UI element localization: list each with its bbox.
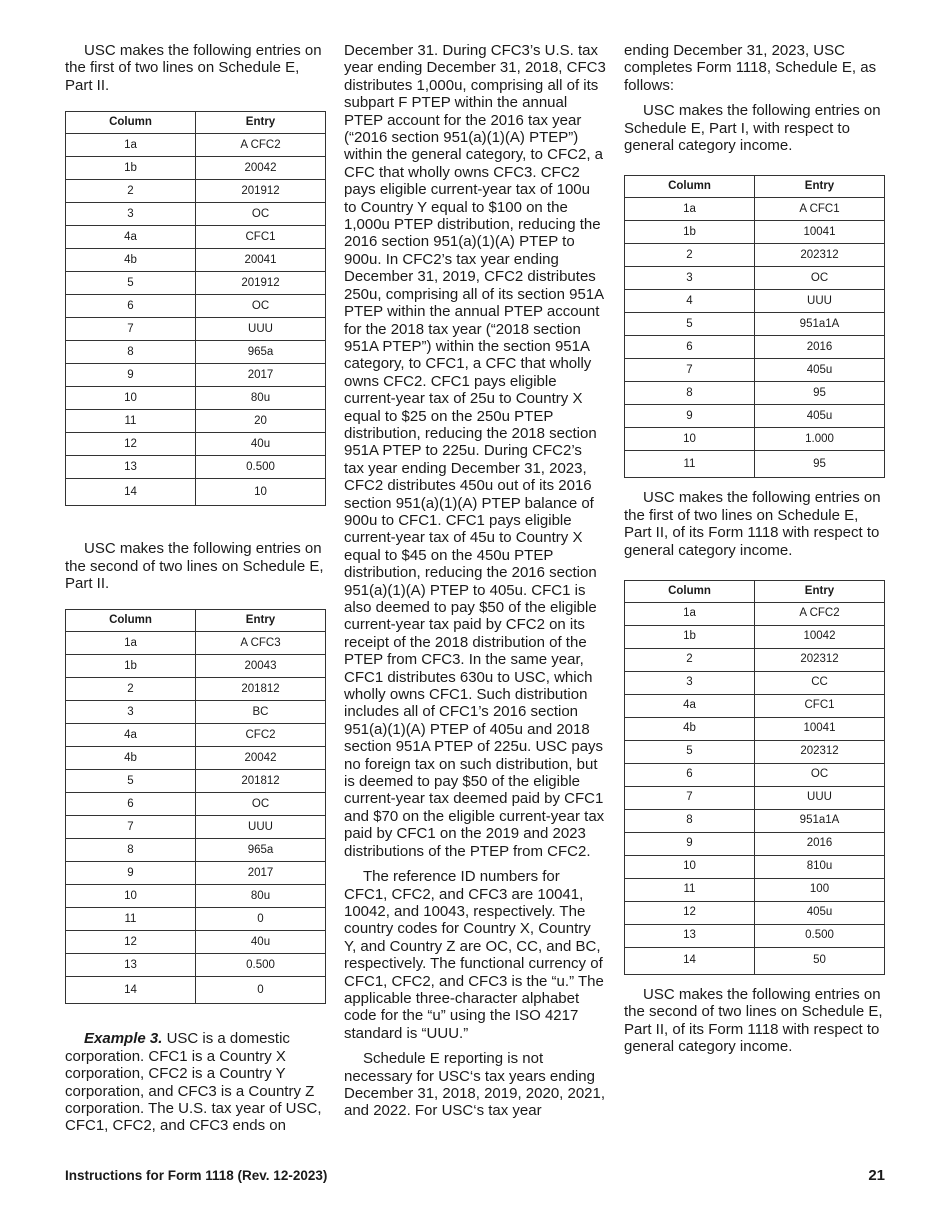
column-cell: 10	[66, 885, 196, 908]
example-3-paragraph	[65, 1030, 327, 1134]
col3-table-1	[624, 175, 885, 478]
column-cell: 12	[625, 902, 755, 925]
table-row	[625, 382, 885, 405]
entry-cell: A CFC2	[755, 603, 885, 626]
column-cell: 3	[625, 672, 755, 695]
table-row	[66, 157, 326, 180]
entry-cell: 965a	[196, 341, 326, 364]
entry-cell: 201912	[196, 180, 326, 203]
column-cell: 9	[625, 833, 755, 856]
table-header-row	[625, 581, 885, 603]
column-cell: 9	[625, 405, 755, 428]
column-cell: 13	[66, 456, 196, 479]
col3-paragraph-1: ending December 31, 2023, USC completes Form 1118, Schedule E, as follows:	[624, 42, 877, 94]
col2-paragraph-3: Schedule E reporting is not necessary for USC‘s tax years ending December 31, 2018, 2019, 2020, 2021, and 2022. For USC‘s tax year	[344, 1050, 606, 1120]
table-row	[66, 678, 326, 701]
entry-cell: 202312	[755, 244, 885, 267]
entry-cell: 201812	[196, 770, 326, 793]
table-row	[66, 180, 326, 203]
column-cell: 5	[625, 313, 755, 336]
entry-cell: 810u	[755, 856, 885, 879]
col1-intro-1: USC makes the following entries on the first of two lines on Schedule E, Part II.	[65, 42, 322, 94]
column-cell: 1b	[625, 626, 755, 649]
table-header-row	[66, 112, 326, 134]
table-row	[625, 948, 885, 975]
table-row	[625, 764, 885, 787]
column-header: Column	[625, 176, 755, 198]
entry-cell: 10041	[755, 221, 885, 244]
column-cell: 4b	[625, 718, 755, 741]
column-cell: 6	[625, 764, 755, 787]
entry-cell: 20041	[196, 249, 326, 272]
entry-cell: 95	[755, 382, 885, 405]
table-row	[66, 908, 326, 931]
entry-cell: OC	[196, 203, 326, 226]
table-row	[625, 810, 885, 833]
table-header-row	[625, 176, 885, 198]
entry-cell: 405u	[755, 902, 885, 925]
table-row	[66, 295, 326, 318]
column-cell: 6	[625, 336, 755, 359]
table-row	[625, 879, 885, 902]
column-cell: 11	[66, 908, 196, 931]
column-cell: 7	[66, 816, 196, 839]
entry-cell: 951a1A	[755, 313, 885, 336]
table-header-row	[66, 610, 326, 632]
entry-cell: CFC1	[196, 226, 326, 249]
column-cell: 6	[66, 295, 196, 318]
column-cell: 3	[625, 267, 755, 290]
column-header: Column	[625, 581, 755, 603]
entry-cell: OC	[755, 267, 885, 290]
entry-cell: 2017	[196, 364, 326, 387]
entry-cell: 40u	[196, 433, 326, 456]
entry-cell: 0.500	[196, 456, 326, 479]
entry-cell: 202312	[755, 741, 885, 764]
entry-cell: 2017	[196, 862, 326, 885]
table-row	[66, 479, 326, 506]
table-row	[625, 741, 885, 764]
table-row	[66, 770, 326, 793]
table-row	[66, 655, 326, 678]
table-row	[625, 856, 885, 879]
column-cell: 10	[625, 428, 755, 451]
table-row	[625, 695, 885, 718]
table-row	[625, 902, 885, 925]
entry-header: Entry	[755, 581, 885, 603]
column-cell: 7	[625, 359, 755, 382]
column-cell: 1a	[66, 632, 196, 655]
column-cell: 5	[66, 272, 196, 295]
col3-paragraph-4: USC makes the following entries on the second of two lines on Schedule E, Part II, of its Form 1118 with respect to general category income.	[624, 986, 883, 1056]
column-cell: 3	[66, 203, 196, 226]
column-cell: 4	[625, 290, 755, 313]
table-row	[66, 387, 326, 410]
table-row	[625, 198, 885, 221]
column-cell: 4a	[66, 226, 196, 249]
table-row	[625, 313, 885, 336]
column-cell: 9	[66, 364, 196, 387]
entry-cell: 10	[196, 479, 326, 506]
table-row	[625, 626, 885, 649]
column-cell: 12	[66, 931, 196, 954]
entry-cell: 201812	[196, 678, 326, 701]
column-cell: 8	[625, 810, 755, 833]
table-row	[66, 203, 326, 226]
table-row	[625, 649, 885, 672]
entry-cell: OC	[196, 793, 326, 816]
table-row	[66, 433, 326, 456]
table-row	[66, 954, 326, 977]
entry-cell: 80u	[196, 387, 326, 410]
table-row	[66, 272, 326, 295]
column-cell: 13	[66, 954, 196, 977]
col1-table-2	[65, 609, 326, 1004]
col3-paragraph-2: USC makes the following entries on Schedule E, Part I, with respect to general category income.	[624, 102, 881, 155]
table-row	[625, 833, 885, 856]
page-number: 21	[868, 1167, 885, 1184]
table-row	[625, 336, 885, 359]
column-cell: 1a	[625, 198, 755, 221]
column-2	[344, 42, 606, 1128]
column-cell: 10	[625, 856, 755, 879]
entry-cell: UUU	[755, 787, 885, 810]
entry-cell: 0	[196, 977, 326, 1004]
entry-cell: 0	[196, 908, 326, 931]
column-cell: 5	[625, 741, 755, 764]
column-cell: 14	[66, 977, 196, 1004]
column-cell: 8	[66, 839, 196, 862]
column-cell: 4b	[66, 747, 196, 770]
entry-cell: 951a1A	[755, 810, 885, 833]
entry-header: Entry	[196, 610, 326, 632]
entry-cell: CFC2	[196, 724, 326, 747]
table-row	[66, 456, 326, 479]
column-cell: 12	[66, 433, 196, 456]
example-text: USC is a domestic corporation. CFC1 is a Country X corporation, CFC2 is a Country Y corporation, and CFC3 is a Country Z corporation. The U.S. tax year of USC, CFC1, CFC2, and CFC3 ends on	[65, 1030, 322, 1135]
table-row	[66, 632, 326, 655]
entry-cell: 20043	[196, 655, 326, 678]
table-row	[625, 451, 885, 478]
column-cell: 4a	[625, 695, 755, 718]
column-cell: 4b	[66, 249, 196, 272]
table-row	[625, 672, 885, 695]
entry-cell: BC	[196, 701, 326, 724]
table-row	[66, 249, 326, 272]
entry-cell: 405u	[755, 359, 885, 382]
entry-cell: 95	[755, 451, 885, 478]
entry-cell: 10042	[755, 626, 885, 649]
table-row	[66, 931, 326, 954]
table-row	[625, 290, 885, 313]
entry-cell: 50	[755, 948, 885, 975]
table-row	[66, 701, 326, 724]
column-cell: 2	[66, 180, 196, 203]
entry-cell: 20042	[196, 157, 326, 180]
entry-cell: UUU	[196, 816, 326, 839]
column-cell: 1a	[625, 603, 755, 626]
column-cell: 1a	[66, 134, 196, 157]
table-row	[66, 816, 326, 839]
column-cell: 9	[66, 862, 196, 885]
entry-cell: 20	[196, 410, 326, 433]
col2-paragraph-2: The reference ID numbers for CFC1, CFC2, and CFC3 are 10041, 10042, and 10043, respectively. The country codes for Country X, Country Y, and Country Z are OC, CC, and BC, respectively. The functional currency of CFC1, CFC2, and CFC3 is the “u.” The applicable three-character alphabet code for the “u” using the ISO 4217 standard is “UUU.”	[344, 868, 604, 1042]
entry-header: Entry	[755, 176, 885, 198]
table-row	[625, 405, 885, 428]
table-row	[625, 428, 885, 451]
column-cell: 11	[66, 410, 196, 433]
table-row	[66, 885, 326, 908]
entry-cell: CC	[755, 672, 885, 695]
column-header: Column	[66, 610, 196, 632]
column-cell: 1b	[66, 655, 196, 678]
table-row	[625, 603, 885, 626]
table-row	[625, 267, 885, 290]
entry-cell: UUU	[196, 318, 326, 341]
table-row	[66, 226, 326, 249]
example-label: Example 3.	[84, 1030, 163, 1048]
column-cell: 11	[625, 451, 755, 478]
table-row	[66, 747, 326, 770]
column-cell: 4a	[66, 724, 196, 747]
entry-cell: 0.500	[196, 954, 326, 977]
col3-paragraph-3: USC makes the following entries on the first of two lines on Schedule E, Part II, of its Form 1118 with respect to general category income.	[624, 489, 881, 559]
entry-cell: 1.000	[755, 428, 885, 451]
entry-cell: UUU	[755, 290, 885, 313]
entry-cell: CFC1	[755, 695, 885, 718]
entry-cell: 201912	[196, 272, 326, 295]
column-cell: 8	[66, 341, 196, 364]
entry-cell: 20042	[196, 747, 326, 770]
entry-cell: 2016	[755, 336, 885, 359]
table-row	[625, 718, 885, 741]
column-cell: 7	[625, 787, 755, 810]
entry-cell: 100	[755, 879, 885, 902]
column-cell: 3	[66, 701, 196, 724]
entry-cell: 965a	[196, 839, 326, 862]
entry-cell: OC	[196, 295, 326, 318]
entry-header: Entry	[196, 112, 326, 134]
entry-cell: 80u	[196, 885, 326, 908]
column-cell: 14	[625, 948, 755, 975]
column-cell: 2	[66, 678, 196, 701]
table-row	[625, 925, 885, 948]
column-cell: 6	[66, 793, 196, 816]
col1-intro-2: USC makes the following entries on the second of two lines on Schedule E, Part II.	[65, 540, 324, 593]
col2-paragraph-1: December 31. During CFC3’s U.S. tax year ending December 31, 2018, CFC3 distributes 1,000u, comprising all of its subpart F PTEP within the annual PTEP account for the 2016 tax year (“2016 section 951(a)(1)(A) PTEP”) within the general category, to CFC2, a CFC that wholly owns CFC3. CFC2 pays eligible current-year tax of 100u to Country Y equal to $100 on the 1,000u PTEP distribution, reducing the 2016 section 951(a)(1)(A) PTEP to 900u. In CFC2’s tax year ending December 31, 2019, CFC2 distributes 250u, comprising all of its section 951A PTEP within the annual PTEP account for the 2018 tax year (“2018 section 951A PTEP”) within the section 951A category, to CFC1, a CFC that wholly owns CFC2. CFC1 pays eligible current-year tax of 25u to Country X equal to $25 on the 250u PTEP distribution, reducing the 2018 section 951A PTEP to 225u. During CFC2’s tax year ending December 31, 2023, CFC2 distributes 450u out of its 2016 section 951(a)(1)(A) PTEP balance of 900u to CFC1. CFC1 pays eligible current-year tax of 45u to Country X equal to $45 on the 450u PTEP distribution, reducing the 2016 section 951(a)(1)(A) PTEP to 405u. CFC1 is also deemed to pay $50 of the eligible current-year tax paid by CFC2 on its receipt of the 2018 distribution of the PTEP from CFC3. In the same year, CFC1 distributes 630u to USC, which wholly owns CFC1. Such distribution includes all of CFC1’s 2016 section 951(a)(1)(A) PTEP of 405u and 2018 section 951A PTEP of 225u. USC pays no foreign tax on such distribution, but is deemed to pay $50 of the eligible current-year tax deemed paid by CFC1 and $70 on the eligible current-year tax paid by CFC1 on the 2019 and 2023 distributions of the PTEP from CFC2.	[344, 42, 606, 860]
entry-cell: 202312	[755, 649, 885, 672]
column-3	[624, 42, 886, 1064]
entry-cell: A CFC1	[755, 198, 885, 221]
column-cell: 5	[66, 770, 196, 793]
table-row	[625, 221, 885, 244]
entry-cell: 405u	[755, 405, 885, 428]
column-cell: 8	[625, 382, 755, 405]
column-cell: 14	[66, 479, 196, 506]
col1-table-1	[65, 111, 326, 506]
entry-cell: A CFC2	[196, 134, 326, 157]
table-row	[66, 977, 326, 1004]
table-row	[625, 244, 885, 267]
entry-cell: 0.500	[755, 925, 885, 948]
col3-table-2	[624, 580, 885, 975]
column-cell: 13	[625, 925, 755, 948]
table-row	[66, 341, 326, 364]
table-row	[66, 724, 326, 747]
table-row	[66, 862, 326, 885]
column-cell: 1b	[625, 221, 755, 244]
column-cell: 1b	[66, 157, 196, 180]
table-row	[66, 318, 326, 341]
column-1	[65, 42, 327, 1143]
column-header: Column	[66, 112, 196, 134]
footer-form-title: Instructions for Form 1118 (Rev. 12-2023)	[65, 1168, 328, 1183]
table-row	[66, 134, 326, 157]
column-cell: 2	[625, 649, 755, 672]
column-cell: 11	[625, 879, 755, 902]
column-cell: 7	[66, 318, 196, 341]
entry-cell: 40u	[196, 931, 326, 954]
entry-cell: OC	[755, 764, 885, 787]
table-row	[625, 359, 885, 382]
table-row	[625, 787, 885, 810]
entry-cell: 10041	[755, 718, 885, 741]
table-row	[66, 839, 326, 862]
entry-cell: 2016	[755, 833, 885, 856]
table-row	[66, 364, 326, 387]
table-row	[66, 410, 326, 433]
column-cell: 10	[66, 387, 196, 410]
column-cell: 2	[625, 244, 755, 267]
entry-cell: A CFC3	[196, 632, 326, 655]
table-row	[66, 793, 326, 816]
